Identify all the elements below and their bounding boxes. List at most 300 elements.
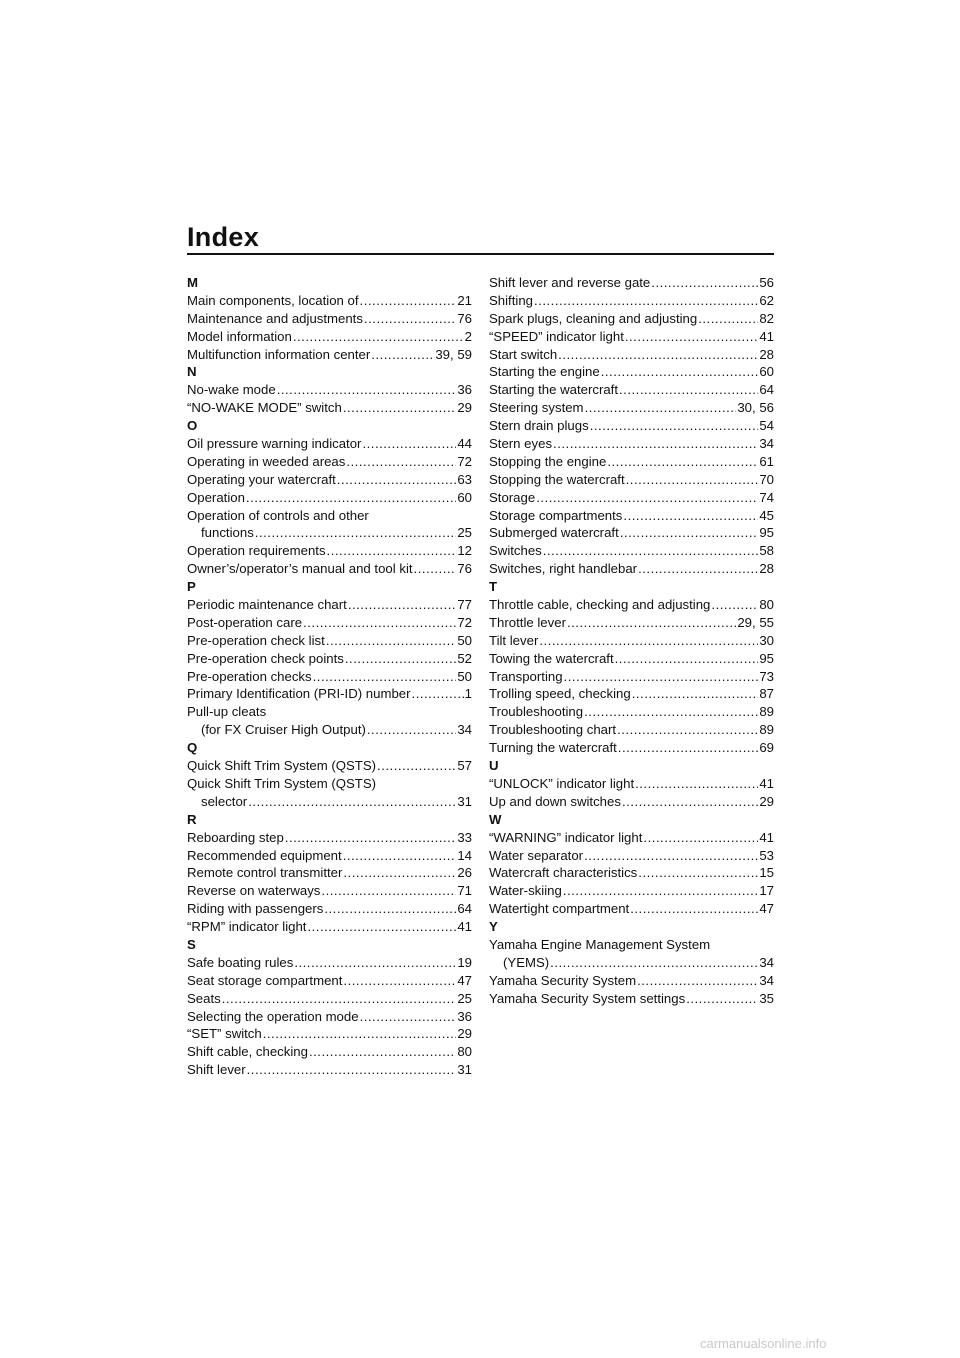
index-entry-page: 56 [759, 275, 774, 290]
dot-leader [348, 596, 457, 614]
index-entry-page: 52 [457, 650, 472, 666]
index-entry [489, 399, 774, 417]
dot-leader [343, 399, 456, 417]
index-entry [187, 346, 472, 364]
index-entry-page: 44 [457, 436, 472, 452]
index-entry-page: 31 [457, 793, 472, 809]
index-entry-text: Reboarding step [187, 829, 284, 845]
index-entry-text: Pre-operation checks [187, 668, 312, 684]
dot-leader [637, 972, 758, 990]
index-entry-page: 47 [759, 901, 774, 917]
dot-leader [584, 703, 758, 721]
index-entry-text: Shift cable, checking [187, 1044, 308, 1060]
index-entry [187, 793, 472, 811]
index-entry-text: “SET” switch [187, 1026, 262, 1042]
index-entry-page: 41 [759, 775, 774, 791]
index-entry-text: Stopping the watercraft [489, 471, 625, 487]
index-entry-text: Turning the watercraft [489, 740, 617, 756]
dot-leader [558, 346, 758, 364]
index-entry-page: 54 [759, 418, 774, 434]
index-entry [489, 703, 774, 721]
index-entry-page: 41 [457, 919, 472, 935]
index-entry-text: Up and down switches [489, 793, 621, 809]
index-entry [489, 847, 774, 865]
dot-leader [307, 918, 456, 936]
index-entry-page: 87 [759, 686, 774, 702]
index-entry-page: 74 [759, 489, 774, 505]
dot-leader [247, 1061, 457, 1079]
index-entry [489, 650, 774, 668]
index-entry [489, 363, 774, 381]
index-entry-text: “WARNING” indicator light [489, 829, 643, 845]
index-section-letter: P [187, 579, 196, 595]
index-entry [187, 310, 472, 328]
dot-leader [601, 363, 759, 381]
index-entry-text: Shifting [489, 292, 533, 308]
index-entry-text: Storage compartments [489, 507, 623, 523]
index-entry-page: 76 [457, 310, 472, 326]
index-entry [489, 471, 774, 489]
index-entry-text: Seat storage compartment [187, 972, 343, 988]
index-entry-page: 64 [759, 382, 774, 398]
dot-leader [623, 507, 758, 525]
index-entry-text: Towing the watercraft [489, 650, 614, 666]
index-entry-text: Riding with passengers [187, 901, 324, 917]
index-entry-page: 95 [759, 525, 774, 541]
index-entry-page: 60 [457, 489, 472, 505]
index-entry-page: 47 [457, 972, 472, 988]
index-entry-text: Troubleshooting [489, 704, 584, 720]
dot-leader [412, 685, 464, 703]
index-entry-page: 41 [759, 829, 774, 845]
index-entry [187, 990, 472, 1008]
index-entry-text: Selecting the operation mode [187, 1008, 359, 1024]
index-entry-text: “SPEED” indicator light [489, 328, 624, 344]
index-entry-page: 1 [464, 686, 472, 702]
dot-leader [327, 542, 457, 560]
index-section-letter: O [187, 418, 198, 434]
index-entry-text: “NO-WAKE MODE” switch [187, 400, 342, 416]
dot-leader [321, 882, 456, 900]
index-entry-page: 50 [457, 668, 472, 684]
index-entry [187, 471, 472, 489]
index-entry-page: 64 [457, 901, 472, 917]
dot-leader [326, 632, 457, 650]
index-entry-text: Stopping the engine [489, 453, 607, 469]
dot-leader [309, 1043, 456, 1061]
dot-leader [643, 829, 758, 847]
index-entry-page: 36 [457, 1008, 472, 1024]
index-entry-page: 63 [457, 471, 472, 487]
dot-leader [222, 990, 457, 1008]
index-entry-text: Oil pressure warning indicator [187, 436, 362, 452]
dot-leader [630, 900, 758, 918]
index-entry-text: Operating your watercraft [187, 471, 336, 487]
index-entry-text: Transporting [489, 668, 563, 684]
index-entry-page: 29, 55 [737, 614, 774, 630]
index-entry-text: Spark plugs, cleaning and adjusting [489, 310, 698, 326]
index-entry-text: Start switch [489, 346, 558, 362]
index-entry-page: 89 [759, 704, 774, 720]
index-entry [187, 972, 472, 990]
index-entry-text: Submerged watercraft [489, 525, 619, 541]
index-entry-page: 2 [464, 328, 472, 344]
dot-leader [343, 864, 456, 882]
index-entry [187, 614, 472, 632]
index-entry-page: 25 [457, 525, 472, 541]
index-entry [489, 900, 774, 918]
dot-leader [698, 310, 758, 328]
dot-leader [255, 524, 457, 542]
dot-leader [303, 614, 456, 632]
dot-leader [638, 560, 758, 578]
dot-leader [622, 793, 758, 811]
index-entry-page: 60 [759, 364, 774, 380]
index-entry-text: No-wake mode [187, 382, 276, 398]
index-entry [187, 668, 472, 686]
dot-leader [615, 650, 759, 668]
dot-leader [564, 668, 759, 686]
index-entry [489, 435, 774, 453]
index-entry-page: 71 [457, 883, 472, 899]
index-entry-page: 31 [457, 1062, 472, 1078]
index-column-left [187, 274, 472, 1079]
index-entry-page: 39, 59 [435, 346, 472, 362]
index-section-letter: R [187, 811, 197, 827]
index-entry-page: 25 [457, 990, 472, 1006]
index-entry [187, 685, 472, 703]
dot-leader [536, 489, 758, 507]
index-entry-text: Operation [187, 489, 245, 505]
index-entry [187, 650, 472, 668]
index-entry [187, 542, 472, 560]
index-entry-page: 30, 56 [737, 400, 774, 416]
index-section-letter: U [489, 758, 499, 774]
index-entry [489, 274, 774, 292]
index-entry-page: 53 [759, 847, 774, 863]
index-entry-page: 34 [759, 954, 774, 970]
dot-leader [626, 471, 759, 489]
index-entry-page: 50 [457, 632, 472, 648]
index-entry-page: 15 [759, 865, 774, 881]
index-entry-page: 30 [759, 632, 774, 648]
dot-leader [248, 793, 456, 811]
index-entry-text: Maintenance and adjustments [187, 310, 363, 326]
index-entry-text: (YEMS) [503, 954, 550, 970]
index-entry-page: 34 [759, 436, 774, 452]
index-entry [489, 829, 774, 847]
index-entry-page: 28 [759, 561, 774, 577]
index-entry-text: Primary Identification (PRI-ID) number [187, 686, 411, 702]
dot-leader [585, 399, 737, 417]
index-entry-text: Shift lever [187, 1062, 246, 1078]
dot-leader [346, 453, 456, 471]
index-entry-text: functions [201, 525, 254, 541]
dot-leader [263, 1025, 457, 1043]
dot-leader [246, 489, 456, 507]
index-entry-page: 33 [457, 829, 472, 845]
index-entry-page: 82 [759, 310, 774, 326]
index-entry-text: Operation requirements [187, 543, 326, 559]
index-entry-page: 35 [759, 990, 774, 1006]
dot-leader [711, 596, 758, 614]
index-section-letter: M [187, 275, 198, 290]
dot-leader [285, 829, 457, 847]
index-entry-text: “UNLOCK” indicator light [489, 775, 635, 791]
index-entry-page: 29 [759, 793, 774, 809]
index-entry-text: Starting the watercraft [489, 382, 619, 398]
index-entry [489, 524, 774, 542]
index-entry [489, 596, 774, 614]
index-entry-text: Recommended equipment [187, 847, 342, 863]
index-section-letter: T [489, 579, 498, 595]
index-entry-page: 95 [759, 650, 774, 666]
index-entry-text: (for FX Cruiser High Output) [201, 722, 366, 738]
index-entry [187, 1008, 472, 1026]
index-entry [187, 882, 472, 900]
dot-leader [337, 471, 457, 489]
dot-leader [277, 381, 457, 399]
index-entry-page: 17 [759, 883, 774, 899]
index-entry-text: Water separator [489, 847, 584, 863]
title-underline [187, 253, 774, 255]
index-entry-page: 12 [457, 543, 472, 559]
dot-leader [567, 614, 736, 632]
index-entry-text: Safe boating rules [187, 954, 294, 970]
dot-leader [343, 972, 456, 990]
index-entry [187, 757, 472, 775]
index-entry [489, 668, 774, 686]
index-entry-text: Yamaha Security System settings [489, 990, 686, 1006]
index-entry-text: Trolling speed, checking [489, 686, 631, 702]
index-entry [489, 542, 774, 560]
index-section-letter: S [187, 936, 196, 952]
index-entry-text: Water-skiing [489, 883, 562, 899]
index-entry [489, 489, 774, 507]
index-entry-text: Yamaha Engine Management System [489, 936, 711, 952]
dot-leader [550, 954, 758, 972]
index-entry-page: 34 [759, 972, 774, 988]
index-entry-text: Operation of controls and other [187, 507, 369, 523]
index-section-letter: N [187, 364, 197, 380]
index-entry [187, 1025, 472, 1043]
index-entry-page: 29 [457, 1026, 472, 1042]
dot-leader [534, 292, 758, 310]
index-entry-text: Pre-operation check points [187, 650, 344, 666]
dot-leader [584, 847, 758, 865]
index-entry-text: Main components, location of [187, 292, 359, 308]
index-entry-page: 80 [759, 597, 774, 613]
index-entry-text: Watercraft characteristics [489, 865, 638, 881]
index-entry-text: Periodic maintenance chart [187, 597, 347, 613]
dot-leader [345, 650, 456, 668]
dot-leader [313, 668, 457, 686]
index-entry-text: Watertight compartment [489, 901, 630, 917]
index-entry [489, 614, 774, 632]
index-entry-text: Steering system [489, 400, 584, 416]
index-entry [187, 596, 472, 614]
index-entry [489, 417, 774, 435]
dot-leader [651, 274, 758, 292]
dot-leader [364, 310, 456, 328]
index-entry [187, 900, 472, 918]
index-entry-text: Owner’s/operator’s manual and tool kit [187, 561, 413, 577]
dot-leader [632, 685, 759, 703]
index-entry-page: 29 [457, 400, 472, 416]
dot-leader [617, 721, 758, 739]
index-entry [187, 1043, 472, 1061]
index-entry-text: Yamaha Security System [489, 972, 637, 988]
index-entry-text: Switches [489, 543, 542, 559]
index-entry [489, 864, 774, 882]
dot-leader [618, 739, 759, 757]
footer-watermark: carmanualsonline.info [700, 1336, 827, 1351]
index-entry-page: 34 [457, 722, 472, 738]
dot-leader [414, 560, 457, 578]
dot-leader [625, 328, 758, 346]
dot-leader [635, 775, 758, 793]
index-entry [187, 560, 472, 578]
index-entry [187, 524, 472, 542]
dot-leader [360, 1008, 457, 1026]
index-entry [489, 721, 774, 739]
index-entry [187, 954, 472, 972]
index-entry [187, 1061, 472, 1079]
index-entry [187, 292, 472, 310]
index-entry-text: Post-operation care [187, 614, 303, 630]
dot-leader [543, 542, 759, 560]
index-entry [187, 632, 472, 650]
dot-leader [294, 954, 456, 972]
index-entry [489, 882, 774, 900]
index-entry-page: 26 [457, 865, 472, 881]
index-entry-text: Tilt lever [489, 632, 539, 648]
dot-leader [553, 435, 758, 453]
index-column-right [489, 274, 774, 1008]
dot-leader [293, 328, 464, 346]
index-entry-text: Seats [187, 990, 221, 1006]
index-entry [489, 632, 774, 650]
index-entry [187, 381, 472, 399]
index-entry-text: Quick Shift Trim System (QSTS) [187, 775, 377, 791]
index-entry-page: 77 [457, 597, 472, 613]
index-entry-text: Multifunction information center [187, 346, 371, 362]
index-entry-text: Stern eyes [489, 436, 553, 452]
index-entry-text: Starting the engine [489, 364, 600, 380]
index-entry [489, 507, 774, 525]
index-entry-page: 69 [759, 740, 774, 756]
index-entry [489, 954, 774, 972]
index-entry-text: Quick Shift Trim System (QSTS) [187, 758, 377, 774]
index-entry-page: 57 [457, 758, 472, 774]
dot-leader [371, 346, 434, 364]
index-section-letter: Y [489, 919, 498, 935]
dot-leader [686, 990, 758, 1008]
dot-leader [620, 524, 759, 542]
index-entry-page: 36 [457, 382, 472, 398]
index-entry [489, 775, 774, 793]
index-entry-text: Troubleshooting chart [489, 722, 617, 738]
index-entry-page: 76 [457, 561, 472, 577]
index-entry [489, 453, 774, 471]
index-entry [187, 864, 472, 882]
index-entry [489, 328, 774, 346]
dot-leader [367, 721, 456, 739]
dot-leader [607, 453, 758, 471]
index-entry-page: 72 [457, 614, 472, 630]
index-entry-page: 62 [759, 292, 774, 308]
index-entry [187, 829, 472, 847]
index-entry [489, 560, 774, 578]
dot-leader [619, 381, 758, 399]
dot-leader [377, 757, 456, 775]
index-entry [187, 453, 472, 471]
index-entry-page: 21 [457, 292, 472, 308]
index-section-letter: W [489, 811, 502, 827]
index-entry [489, 346, 774, 364]
index-entry-page: 80 [457, 1044, 472, 1060]
index-entry [489, 310, 774, 328]
index-entry [187, 918, 472, 936]
index-entry-page: 58 [759, 543, 774, 559]
index-entry [187, 847, 472, 865]
index-entry-text: selector [201, 793, 248, 809]
index-entry-text: Stern drain plugs [489, 418, 589, 434]
index-entry [489, 292, 774, 310]
index-entry-text: “RPM” indicator light [187, 919, 307, 935]
index-entry-text: Pre-operation check list [187, 632, 325, 648]
index-entry [489, 990, 774, 1008]
index-entry-text: Pull-up cleats [187, 704, 267, 720]
index-entry [489, 381, 774, 399]
index-entry-text: Operating in weeded areas [187, 453, 346, 469]
index-entry-page: 19 [457, 954, 472, 970]
index-entry-page: 70 [759, 471, 774, 487]
index-entry-page: 73 [759, 668, 774, 684]
index-entry-text: Storage [489, 489, 536, 505]
index-entry [187, 328, 472, 346]
index-entry-page: 61 [759, 453, 774, 469]
index-entry [489, 793, 774, 811]
index-entry [489, 972, 774, 990]
dot-leader [343, 847, 457, 865]
page-title: Index [187, 222, 260, 252]
index-entry [187, 399, 472, 417]
dot-leader [563, 882, 759, 900]
index-entry-text: Switches, right handlebar [489, 561, 638, 577]
index-entry-text: Shift lever and reverse gate [489, 275, 651, 290]
index-entry [187, 489, 472, 507]
index-entry-text: Reverse on waterways [187, 883, 321, 899]
index-entry [489, 739, 774, 757]
index-entry-page: 89 [759, 722, 774, 738]
dot-leader [590, 417, 759, 435]
index-entry-text: Remote control transmitter [187, 865, 343, 881]
index-entry-text: Model information [187, 328, 292, 344]
dot-leader [360, 292, 457, 310]
index-entry-page: 72 [457, 453, 472, 469]
index-entry [489, 685, 774, 703]
index-entry-page: 28 [759, 346, 774, 362]
index-entry-page: 45 [759, 507, 774, 523]
index-entry-text: Throttle lever [489, 614, 566, 630]
index-section-letter: Q [187, 740, 198, 756]
index-entry [187, 435, 472, 453]
dot-leader [324, 900, 456, 918]
dot-leader [638, 864, 758, 882]
dot-leader [362, 435, 456, 453]
index-entry-page: 41 [759, 328, 774, 344]
